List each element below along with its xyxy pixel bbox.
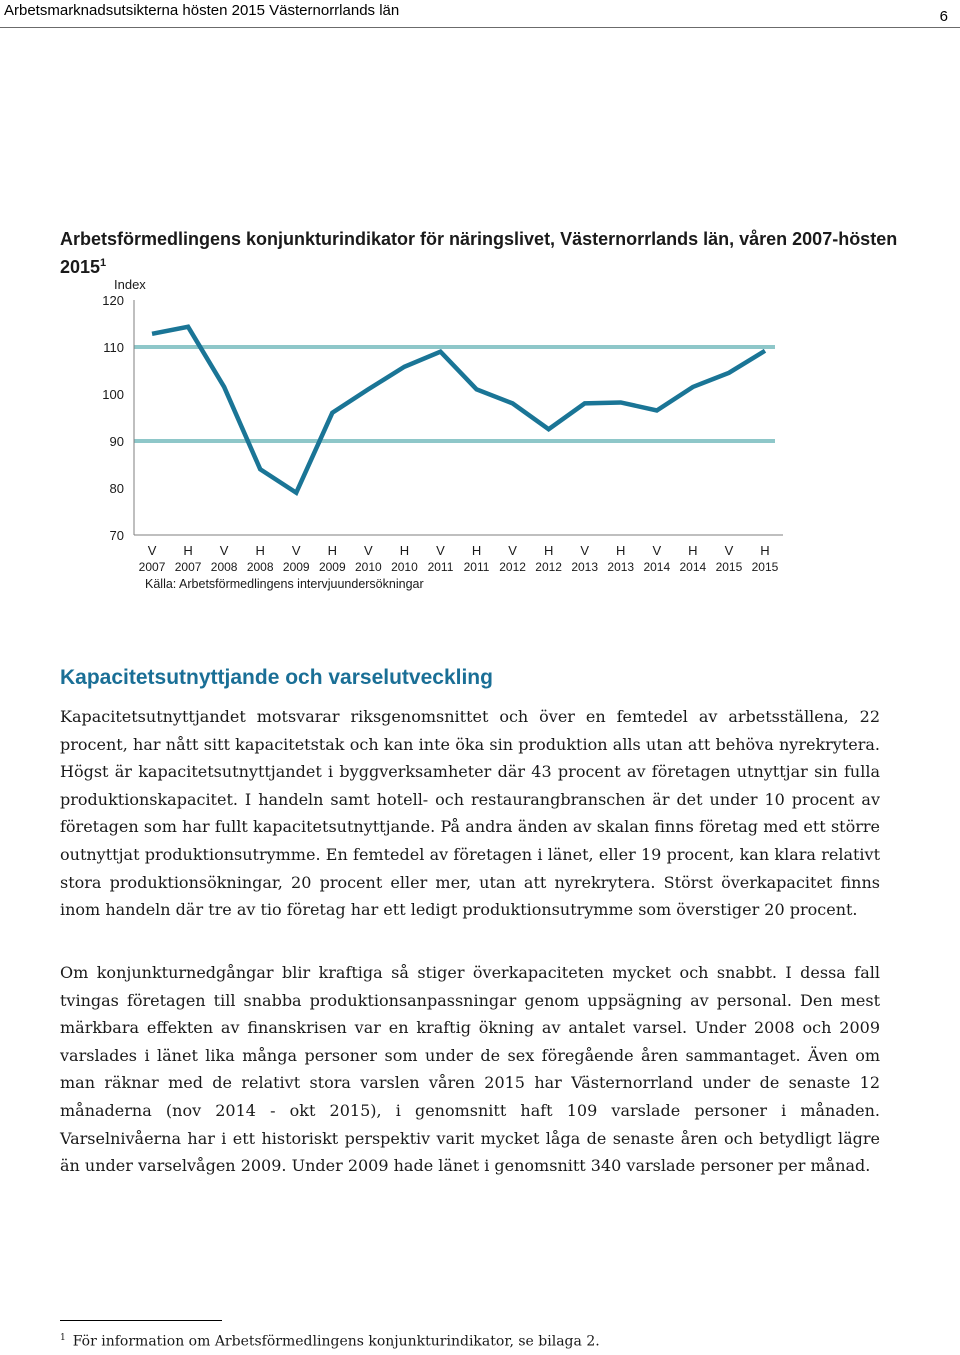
line-chart <box>0 270 960 600</box>
series-line <box>152 327 765 493</box>
x-tick-label-year: 2010 <box>391 560 418 574</box>
x-tick-label-season: V <box>291 543 301 558</box>
x-tick-label-year: 2010 <box>355 560 382 574</box>
body-paragraph-2: Om konjunkturnedgångar blir kraftiga så stiger överkapaciteten mycket och snabbt. I dessa fall tvingas företagen till snabba produktionsanpassningar genom uppsägning av personal. Den mest märkbara effekten av finanskrisen var en kraftig ökning av antalet varsel. Under 2008 och 2009 varslades i länet lika många personer som under de sex föregående åren sammantaget. Även om man räknar med de relativt stora varslen våren 2015 har Västernorrland under de senaste 12 månaderna (nov 2014 - okt 2015), i genomsnitt haft 109 varslade personer i månaden. Varselnivåerna har i ett historiskt perspektiv varit mycket låga de senaste åren och betydligt lägre än under varselvågen 2009. Under 2009 hade länet i genomsnitt 340 varslade personer per månad. <box>60 963 880 1176</box>
header-rule <box>0 27 960 28</box>
x-tick-label-year: 2013 <box>571 560 599 574</box>
footnote-text: För information om Arbetsförmedlingens konjunkturindikator, se bilaga 2. <box>72 1333 600 1350</box>
source-note: Källa: Arbetsförmedlingens intervjuundersökningar <box>145 577 424 591</box>
figure-title-footnote-mark: 1 <box>100 257 107 269</box>
y-axis-label: Index <box>114 277 146 292</box>
y-tick-label: 70 <box>109 528 124 543</box>
x-tick-label-season: H <box>183 543 193 558</box>
x-tick-label-season: H <box>543 543 554 558</box>
x-tick-label-year: 2008 <box>246 560 274 574</box>
y-tick-label: 120 <box>102 293 124 308</box>
x-tick-label-season: V <box>508 543 517 558</box>
y-tick-label: 110 <box>103 340 124 355</box>
x-tick-label-year: 2014 <box>679 560 707 574</box>
x-tick-label-year: 2015 <box>715 560 743 574</box>
y-tick-label: 100 <box>102 387 124 402</box>
footnote <box>60 1333 600 1350</box>
body-paragraph-1: Kapacitetsutnyttjandet motsvarar riksgenomsnittet och över en femtedel av arbetsställena, 22 procent, har nått sitt kapacitetstak och kan inte öka sin produktion alls utan att behöva nyrekrytera. Högst är kapacitetsutnyttjandet i byggverksamheter där 43 procent av företagen utnyttjar sin fulla produktionskapacitet. I handeln samt hotell- och restaurangbranschen är det under 10 procent av företagen som har fullt kapacitetsutnyttjande. På andra änden av skalan finns företag med ett större outnyttjat produktionsutrymme. En femtedel av företagen i länet, eller 19 procent, kan klara relativt stora produktionsökningar, 20 procent eller mer, utan att nyrekrytera. Störst överkapacitet finns inom handeln där tre av tio företag har ett ledigt produktionsutrymme som överstiger 20 procent. <box>60 707 880 920</box>
x-tick-label-year: 2012 <box>499 560 526 574</box>
x-tick-label-season: H <box>327 543 338 558</box>
footnote-rule <box>60 1320 222 1321</box>
x-tick-label-year: 2011 <box>427 560 454 574</box>
x-tick-label-season: V <box>219 543 229 558</box>
footnote-mark: 1 <box>60 1333 66 1343</box>
figure-title-text: Arbetsförmedlingens konjunkturindikator för näringslivet, Västernorrlands län, våren 2007-hösten 2015 <box>60 229 898 277</box>
x-tick-label-year: 2007 <box>138 560 166 574</box>
x-tick-label-year: 2011 <box>463 560 490 574</box>
x-tick-label-season: H <box>471 543 482 558</box>
x-tick-label-season: H <box>616 543 626 558</box>
x-tick-label-year: 2007 <box>174 560 202 574</box>
x-tick-label-year: 2009 <box>318 560 346 574</box>
x-tick-label-season: V <box>364 543 373 558</box>
x-tick-label-season: V <box>436 543 445 558</box>
section-heading: Kapacitetsutnyttjande och varselutveckling <box>60 666 493 689</box>
page-number: 6 <box>939 8 948 25</box>
running-title: Arbetsmarknadsutsikterna hösten 2015 Västernorrlands län <box>4 2 400 19</box>
x-tick-label-season: V <box>147 543 157 558</box>
x-tick-label-season: V <box>580 543 590 558</box>
y-tick-label: 90 <box>109 434 124 449</box>
running-header <box>0 0 960 28</box>
x-tick-label-year: 2015 <box>751 560 779 574</box>
x-tick-label-year: 2013 <box>607 560 635 574</box>
x-tick-label-year: 2012 <box>535 560 562 574</box>
x-tick-label-year: 2014 <box>643 560 671 574</box>
x-tick-label-season: H <box>760 543 770 558</box>
x-tick-label-season: H <box>255 543 265 558</box>
x-tick-label-season: V <box>724 543 734 558</box>
x-tick-label-season: H <box>688 543 698 558</box>
x-tick-label-season: H <box>399 543 410 558</box>
y-tick-label: 80 <box>109 481 124 496</box>
x-tick-label-year: 2009 <box>282 560 310 574</box>
x-tick-label-year: 2008 <box>210 560 238 574</box>
x-tick-label-season: V <box>652 543 662 558</box>
